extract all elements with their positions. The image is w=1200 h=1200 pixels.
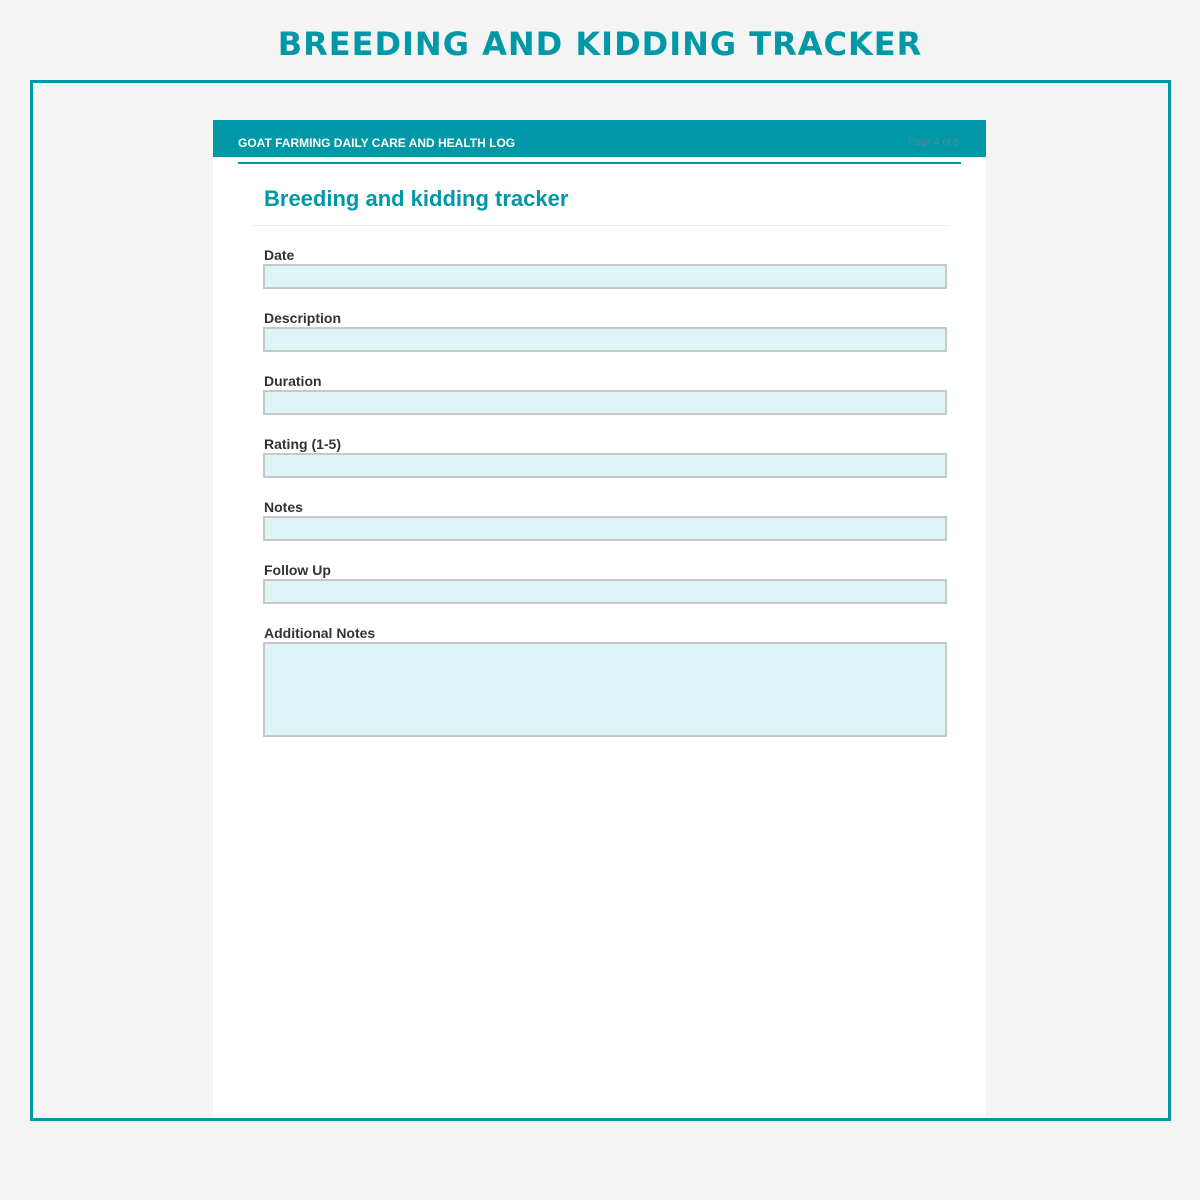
- notes-field[interactable]: [263, 516, 947, 541]
- description-label: Description: [264, 310, 342, 326]
- notes-label: Notes: [264, 499, 303, 515]
- additional-notes-label: Additional Notes: [264, 625, 376, 641]
- page-heading: BREEDING AND KIDDING TRACKER: [277, 25, 923, 63]
- sheet-header-title: GOAT FARMING DAILY CARE AND HEALTH LOG: [238, 136, 516, 150]
- date-field[interactable]: [263, 264, 947, 289]
- additional-notes-field[interactable]: [263, 642, 947, 737]
- follow-up-field[interactable]: [263, 579, 947, 604]
- page-number: Page 4 of 5: [907, 137, 959, 148]
- document-sheet: [213, 120, 986, 1120]
- duration-field[interactable]: [263, 390, 947, 415]
- rating-field[interactable]: [263, 453, 947, 478]
- date-label: Date: [264, 247, 295, 263]
- duration-label: Duration: [264, 373, 322, 389]
- document-frame: [30, 80, 1171, 1121]
- description-field[interactable]: [263, 327, 947, 352]
- title-divider: [251, 225, 948, 226]
- header-divider: [238, 162, 961, 164]
- rating-label: Rating (1-5): [264, 436, 341, 452]
- section-title: Breeding and kidding tracker: [264, 186, 569, 211]
- sheet-header-bar: [213, 120, 986, 157]
- follow-up-label: Follow Up: [264, 562, 331, 578]
